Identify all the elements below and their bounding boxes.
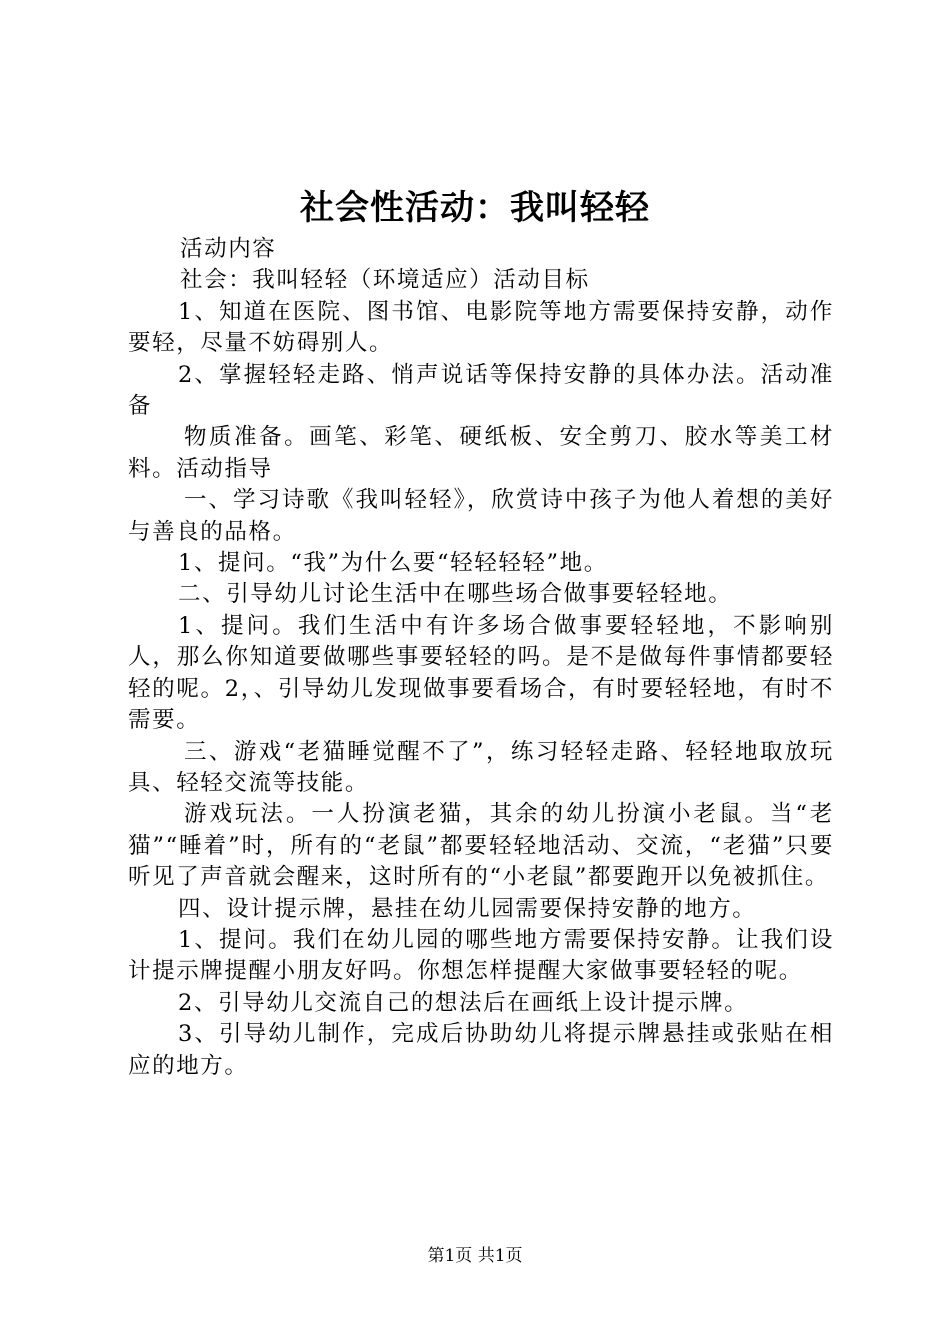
- paragraph-goal-1: 1、知道在医院、图书馆、电影院等地方需要保持安静，动作要轻，尽量不妨碍别人。: [128, 298, 834, 357]
- page-footer: 第1页 共1页: [427, 1246, 523, 1266]
- paragraph-activity-content: 活动内容: [180, 236, 277, 262]
- paragraph-step-2-question: 1、提问。我们生活中有许多场合做事要轻轻地，不影响别人，那么你知道要做哪些事要轻轻的吗。是不是做每件事情都要轻轻的呢。2，、引导幼儿发现做事要看场合，有时要轻轻地，有时不需要。: [128, 612, 834, 734]
- paragraph-step-4: 四、设计提示牌，悬挂在幼儿园需要保持安静的地方。: [178, 895, 757, 922]
- paragraph-step-4-make: 3、引导幼儿制作，完成后协助幼儿将提示牌悬挂或张贴在相应的地方。: [128, 1021, 834, 1079]
- document-title: 社会性活动：我叫轻轻: [300, 188, 650, 228]
- paragraph-step-4-design: 2、引导幼儿交流自己的想法后在画纸上设计提示牌。: [178, 989, 749, 1016]
- paragraph-material-prep: 物质准备。画笔、彩笔、硬纸板、安全剪刀、胶水等美工材料。活动指导: [128, 424, 834, 482]
- paragraph-step-4-question: 1、提问。我们在幼儿园的哪些地方需要保持安静。让我们设计提示牌提醒小朋友好吗。你想怎样提醒大家做事要轻轻的呢。: [128, 926, 834, 985]
- paragraph-step-1-question: 1、提问。“我”为什么要“轻轻轻轻”地。: [178, 550, 608, 577]
- paragraph-step-3: 三、游戏“老猫睡觉醒不了”，练习轻轻走路、轻轻地取放玩具、轻轻交流等技能。: [128, 738, 834, 796]
- document-body: [128, 234, 834, 1082]
- paragraph-goal-2: 2、掌握轻轻走路、悄声说话等保持安静的具体办法。活动准备: [128, 361, 834, 420]
- paragraph-game-rules: 游戏玩法。一人扮演老猫，其余的幼儿扮演小老鼠。当“老猫”“睡着”时，所有的“老鼠”都要轻轻地活动、交流，“老猫”只要听见了声音就会醒来，这时所有的“小老鼠”都要跑开以免被抓住。: [128, 801, 834, 891]
- paragraph-activity-goal-heading: 社会：我叫轻轻（环境适应）活动目标: [180, 267, 590, 294]
- paragraph-step-1: 一、学习诗歌《我叫轻轻》，欣赏诗中孩子为他人着想的美好与善良的品格。: [128, 487, 834, 545]
- paragraph-step-2: 二、引导幼儿讨论生活中在哪些场合做事要轻轻地。: [178, 581, 733, 608]
